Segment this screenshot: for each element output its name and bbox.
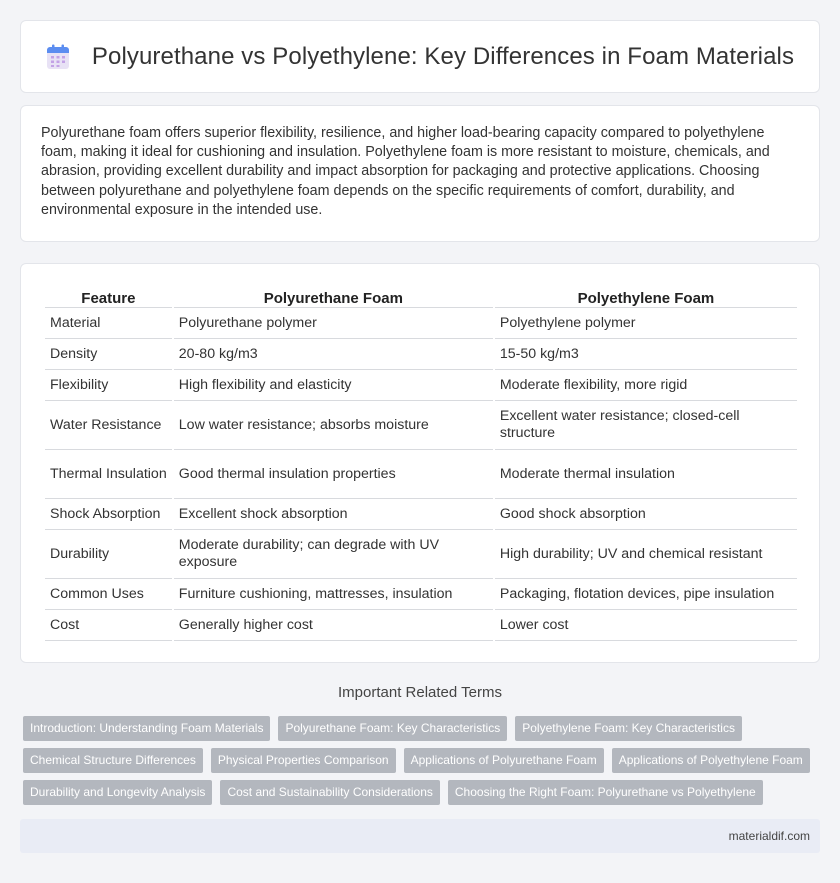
table-row [45, 530, 797, 579]
header-polyurethane: Polyurethane Foam [174, 280, 493, 308]
footer-site[interactable]: materialdif.com [728, 829, 810, 843]
table-row [45, 450, 797, 499]
related-tag[interactable]: Applications of Polyethylene Foam [612, 748, 810, 773]
feature-cell: Material [45, 308, 172, 339]
related-tag[interactable]: Introduction: Understanding Foam Materials [23, 716, 270, 741]
intro-section [20, 105, 820, 242]
polyethylene-cell: 15-50 kg/m3 [495, 339, 797, 370]
polyethylene-cell: Good shock absorption [495, 499, 797, 530]
feature-cell: Common Uses [45, 579, 172, 610]
related-tags-row [23, 748, 823, 773]
feature-cell: Density [45, 339, 172, 370]
related-tag[interactable]: Polyurethane Foam: Key Characteristics [278, 716, 507, 741]
polyethylene-cell: Polyethylene polymer [495, 308, 797, 339]
table-row [45, 579, 797, 610]
polyurethane-cell: Moderate durability; can degrade with UV exposure [174, 530, 493, 579]
polyethylene-cell: Excellent water resistance; closed-cell structure [495, 401, 797, 450]
related-tag[interactable]: Physical Properties Comparison [211, 748, 396, 773]
related-tag[interactable]: Chemical Structure Differences [23, 748, 203, 773]
table-row [45, 308, 797, 339]
feature-cell: Thermal Insulation [45, 450, 172, 499]
polyurethane-cell: Generally higher cost [174, 610, 493, 641]
related-terms-title: Important Related Terms [338, 684, 502, 701]
table-row [45, 499, 797, 530]
comparison-section [20, 263, 820, 663]
polyurethane-cell: Low water resistance; absorbs moisture [174, 401, 493, 450]
calendar-icon [46, 44, 70, 70]
polyethylene-cell: Lower cost [495, 610, 797, 641]
polyethylene-cell: Moderate thermal insulation [495, 450, 797, 499]
table-row [45, 401, 797, 450]
polyethylene-cell: Moderate flexibility, more rigid [495, 370, 797, 401]
polyurethane-cell: 20-80 kg/m3 [174, 339, 493, 370]
polyurethane-cell: Furniture cushioning, mattresses, insulation [174, 579, 493, 610]
header-feature: Feature [45, 280, 172, 308]
footer [20, 819, 820, 853]
related-tag[interactable]: Cost and Sustainability Considerations [220, 780, 439, 805]
table-row [45, 370, 797, 401]
polyethylene-cell: Packaging, flotation devices, pipe insulation [495, 579, 797, 610]
related-tag[interactable]: Applications of Polyurethane Foam [404, 748, 604, 773]
intro-text: Polyurethane foam offers superior flexibility, resilience, and higher load-bearing capacity compared to polyethylene foam, making it ideal for cushioning and insulation. Polyethylene foam is more resistant to moisture, chemicals, and abrasion, providing excellent durability and impact absorption for packaging and protective applications. Choosing between polyurethane and polyethylene foam depends on the specific requirements of comfort, durability, and environmental exposure in the intended use. [41, 125, 770, 218]
polyurethane-cell: High flexibility and elasticity [174, 370, 493, 401]
table-row [45, 610, 797, 641]
feature-cell: Flexibility [45, 370, 172, 401]
feature-cell: Durability [45, 530, 172, 579]
table-row [45, 339, 797, 370]
polyurethane-cell: Polyurethane polymer [174, 308, 493, 339]
comparison-table [43, 280, 799, 641]
table-header-row [45, 280, 797, 308]
related-tag[interactable]: Durability and Longevity Analysis [23, 780, 212, 805]
related-tags-row [23, 716, 823, 741]
polyethylene-cell: High durability; UV and chemical resistant [495, 530, 797, 579]
polyurethane-cell: Excellent shock absorption [174, 499, 493, 530]
related-tag[interactable]: Choosing the Right Foam: Polyurethane vs Polyethylene [448, 780, 763, 805]
related-tags-row [23, 780, 823, 805]
feature-cell: Water Resistance [45, 401, 172, 450]
header-polyethylene: Polyethylene Foam [495, 280, 797, 308]
page-header [20, 20, 820, 93]
feature-cell: Shock Absorption [45, 499, 172, 530]
page-title: Polyurethane vs Polyethylene: Key Differences in Foam Materials [91, 42, 795, 70]
polyurethane-cell: Good thermal insulation properties [174, 450, 493, 499]
feature-cell: Cost [45, 610, 172, 641]
related-tag[interactable]: Polyethylene Foam: Key Characteristics [515, 716, 742, 741]
